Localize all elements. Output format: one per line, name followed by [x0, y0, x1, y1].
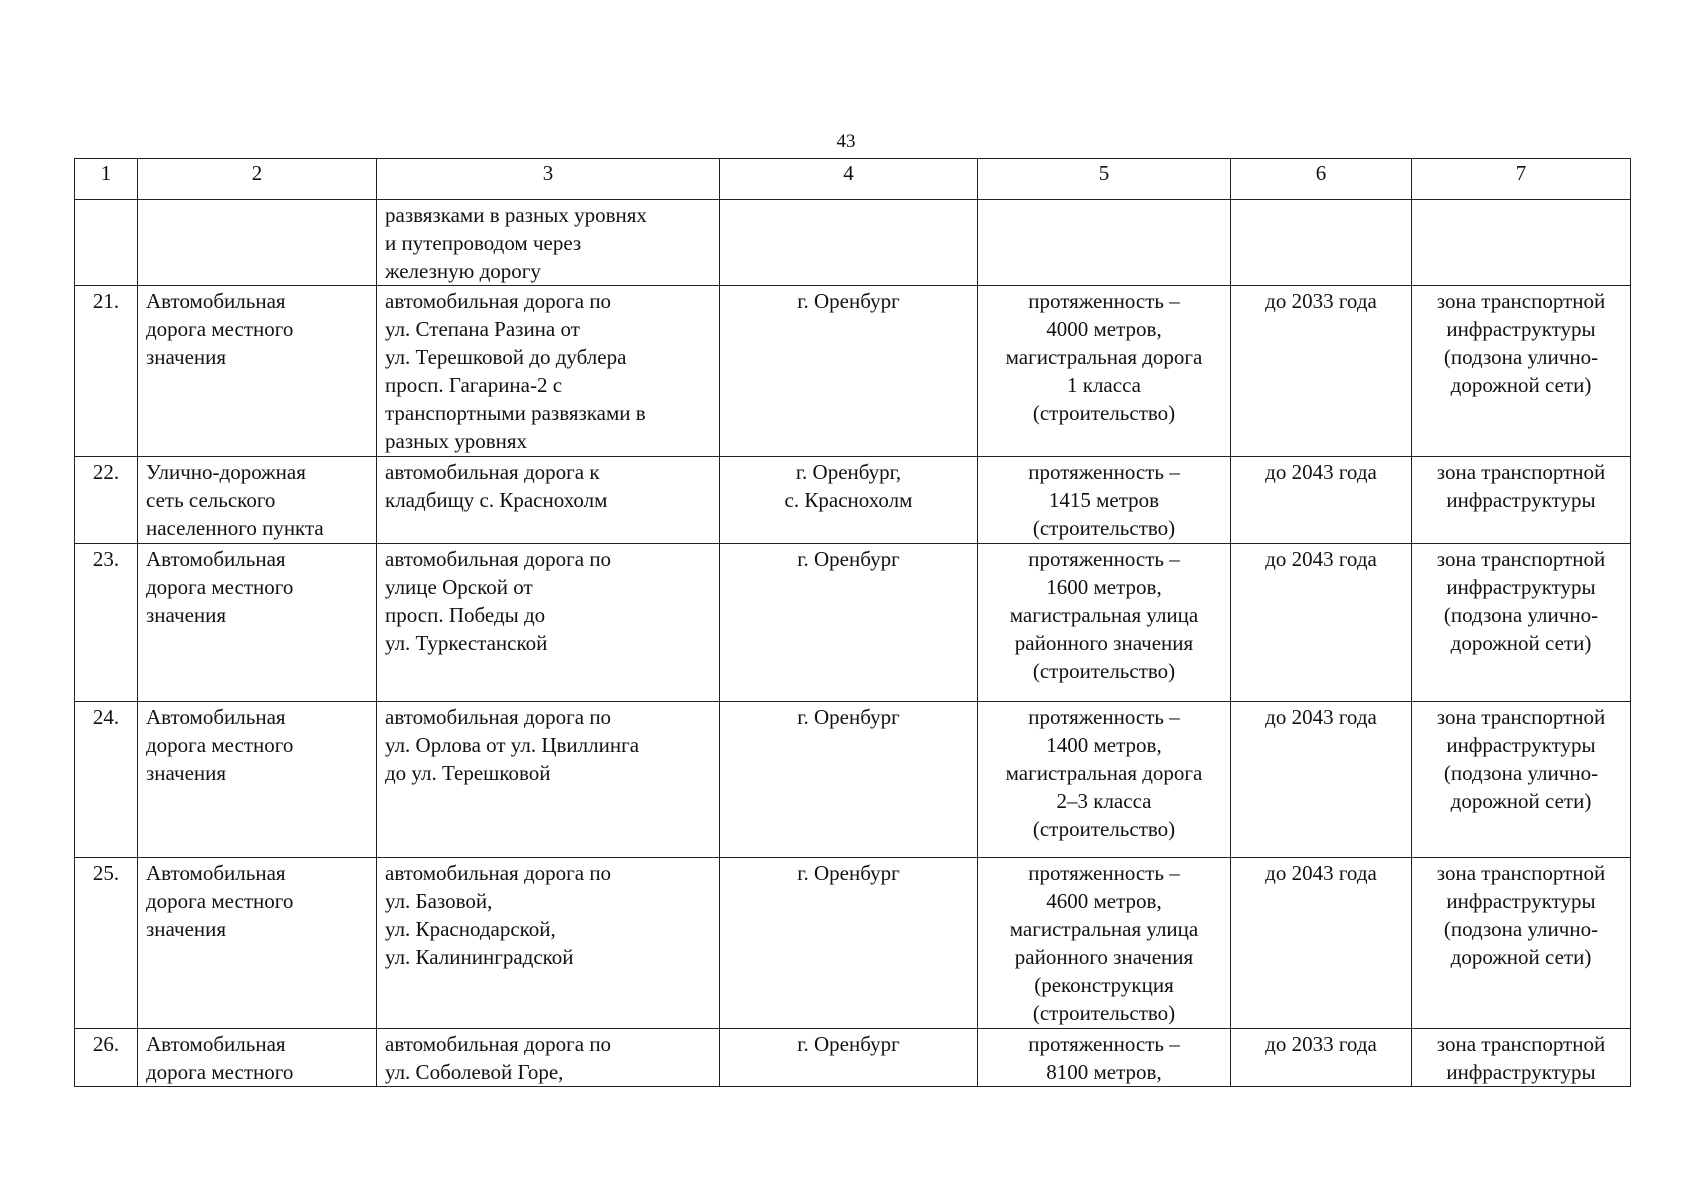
- cell-text-line: Автомобильная: [146, 289, 286, 313]
- cell-text-line: 1400 метров,: [1046, 733, 1162, 757]
- zone-cell: [1412, 457, 1631, 544]
- cell-text-line: развязками в разных уровнях: [385, 203, 647, 227]
- page-number: 43: [836, 131, 856, 152]
- cell-text-line: г. Оренбург: [797, 861, 900, 885]
- zone-cell: [1412, 702, 1631, 858]
- cell-text-line: магистральная улица: [1009, 603, 1199, 627]
- cell-text-line: автомобильная дорога по: [385, 1032, 612, 1056]
- cell-text-line: до 2033 года: [1265, 1032, 1377, 1056]
- location-cell: [720, 200, 978, 286]
- cell-text-line: инфраструктуры: [1446, 488, 1596, 512]
- cell-text-line: (строительство): [1032, 401, 1176, 425]
- header-cell: 3: [377, 159, 720, 200]
- cell-text-line: значения: [146, 345, 227, 369]
- zone-cell: [1412, 858, 1631, 1029]
- cell-text-line: Автомобильная: [146, 861, 286, 885]
- cell-text-line: г. Оренбург,: [795, 460, 902, 484]
- cell-text-line: зона транспортной: [1436, 289, 1606, 313]
- cell-text-line: районного значения: [1014, 631, 1194, 655]
- cell-text-line: протяженность –: [1028, 705, 1180, 729]
- cell-text-line: дорога местного: [146, 889, 294, 913]
- object-name-cell: [138, 544, 377, 702]
- cell-text-line: 8100 метров,: [1046, 1060, 1162, 1084]
- cell-text-line: 2–3 класса: [1056, 789, 1152, 813]
- cell-text-line: (подзона улично-: [1443, 345, 1599, 369]
- cell-text-line: кладбищу с. Краснохолм: [385, 488, 608, 512]
- cell-text-line: до 2043 года: [1265, 705, 1377, 729]
- header-cell: 2: [138, 159, 377, 200]
- row-number-cell: 25.: [75, 858, 138, 1029]
- cell-text-line: ул. Краснодарской,: [385, 917, 556, 941]
- cell-text-line: г. Оренбург: [797, 289, 900, 313]
- cell-text-line: г. Оренбург: [797, 1032, 900, 1056]
- cell-text-line: дорога местного: [146, 1060, 294, 1084]
- characteristics-cell: [978, 702, 1231, 858]
- cell-text-line: инфраструктуры: [1446, 1060, 1596, 1084]
- zone-cell: [1412, 200, 1631, 286]
- cell-text-line: до 2043 года: [1265, 460, 1377, 484]
- cell-text-line: инфраструктуры: [1446, 317, 1596, 341]
- cell-text-line: 1 класса: [1067, 373, 1141, 397]
- cell-text-line: инфраструктуры: [1446, 733, 1596, 757]
- cell-text-line: до 2033 года: [1265, 289, 1377, 313]
- cell-text-line: зона транспортной: [1436, 1032, 1606, 1056]
- cell-text-line: протяженность –: [1028, 289, 1180, 313]
- object-description-cell: [377, 544, 720, 702]
- cell-text-line: ул. Орлова от ул. Цвиллинга: [385, 733, 640, 757]
- characteristics-cell: [978, 200, 1231, 286]
- cell-text-line: автомобильная дорога по: [385, 861, 612, 885]
- header-cell: 1: [75, 159, 138, 200]
- cell-text-line: транспортными развязками в: [385, 401, 646, 425]
- table-header-row: [75, 159, 1631, 200]
- cell-text-line: (строительство): [1032, 1001, 1176, 1025]
- term-cell: [1231, 858, 1412, 1029]
- zone-cell: [1412, 1029, 1631, 1087]
- cell-text-line: автомобильная дорога к: [385, 460, 600, 484]
- object-name-cell: [138, 1029, 377, 1087]
- cell-text-line: г. Оренбург: [797, 547, 900, 571]
- table-row: [75, 1029, 1631, 1087]
- cell-text-line: дорога местного: [146, 317, 294, 341]
- table-row: [75, 286, 1631, 457]
- object-description-cell: [377, 286, 720, 457]
- cell-text-line: с. Краснохолм: [784, 488, 913, 512]
- cell-text-line: значения: [146, 603, 227, 627]
- cell-text-line: просп. Победы до: [385, 603, 546, 627]
- term-cell: [1231, 702, 1412, 858]
- term-cell: [1231, 200, 1412, 286]
- cell-text-line: магистральная дорога: [1005, 761, 1203, 785]
- row-number-cell: 23.: [75, 544, 138, 702]
- zone-cell: [1412, 544, 1631, 702]
- cell-text-line: (строительство): [1032, 817, 1176, 841]
- location-cell: [720, 702, 978, 858]
- cell-text-line: дорожной сети): [1450, 945, 1592, 969]
- cell-text-line: магистральная улица: [1009, 917, 1199, 941]
- object-name-cell: [138, 858, 377, 1029]
- table-row: [75, 544, 1631, 702]
- cell-text-line: (подзона улично-: [1443, 761, 1599, 785]
- row-number-cell: [75, 200, 138, 286]
- location-cell: [720, 457, 978, 544]
- cell-text-line: (строительство): [1032, 516, 1176, 540]
- table-row: [75, 702, 1631, 858]
- cell-text-line: дорожной сети): [1450, 631, 1592, 655]
- cell-text-line: дорожной сети): [1450, 789, 1592, 813]
- cell-text-line: ул. Базовой,: [385, 889, 493, 913]
- cell-text-line: Автомобильная: [146, 547, 286, 571]
- cell-text-line: железную дорогу: [385, 259, 541, 283]
- location-cell: [720, 858, 978, 1029]
- cell-text-line: 1415 метров: [1048, 488, 1160, 512]
- characteristics-cell: [978, 457, 1231, 544]
- cell-text-line: дорога местного: [146, 575, 294, 599]
- cell-text-line: Автомобильная: [146, 1032, 286, 1056]
- cell-text-line: протяженность –: [1028, 1032, 1180, 1056]
- row-number-cell: 21.: [75, 286, 138, 457]
- header-cell: 4: [720, 159, 978, 200]
- cell-text-line: ул. Соболевой Горе,: [385, 1060, 564, 1084]
- cell-text-line: протяженность –: [1028, 861, 1180, 885]
- cell-text-line: разных уровнях: [385, 429, 528, 453]
- cell-text-line: автомобильная дорога по: [385, 547, 612, 571]
- object-description-cell: [377, 457, 720, 544]
- object-name-cell: [138, 286, 377, 457]
- cell-text-line: магистральная дорога: [1005, 345, 1203, 369]
- cell-text-line: (подзона улично-: [1443, 917, 1599, 941]
- cell-text-line: Автомобильная: [146, 705, 286, 729]
- characteristics-cell: [978, 544, 1231, 702]
- cell-text-line: г. Оренбург: [797, 705, 900, 729]
- cell-text-line: и путепроводом через: [385, 231, 582, 255]
- cell-text-line: (подзона улично-: [1443, 603, 1599, 627]
- cell-text-line: дорога местного: [146, 733, 294, 757]
- object-description-cell: [377, 200, 720, 286]
- term-cell: [1231, 457, 1412, 544]
- cell-text-line: автомобильная дорога по: [385, 705, 612, 729]
- cell-text-line: сеть сельского: [146, 488, 276, 512]
- cell-text-line: до 2043 года: [1265, 547, 1377, 571]
- cell-text-line: улице Орской от: [385, 575, 533, 599]
- cell-text-line: 4600 метров,: [1046, 889, 1162, 913]
- object-name-cell: [138, 457, 377, 544]
- object-name-cell: [138, 702, 377, 858]
- cell-text-line: инфраструктуры: [1446, 889, 1596, 913]
- zone-cell: [1412, 286, 1631, 457]
- term-cell: [1231, 286, 1412, 457]
- cell-text-line: 1600 метров,: [1046, 575, 1162, 599]
- cell-text-line: до ул. Терешковой: [385, 761, 551, 785]
- cell-text-line: значения: [146, 917, 227, 941]
- object-description-cell: [377, 702, 720, 858]
- cell-text-line: автомобильная дорога по: [385, 289, 612, 313]
- cell-text-line: дорожной сети): [1450, 373, 1592, 397]
- location-cell: [720, 1029, 978, 1087]
- table-row: [75, 457, 1631, 544]
- table-row: [75, 200, 1631, 286]
- cell-text-line: ул. Степана Разина от: [385, 317, 580, 341]
- characteristics-cell: [978, 858, 1231, 1029]
- document-table: [74, 158, 1631, 1087]
- characteristics-cell: [978, 286, 1231, 457]
- cell-text-line: протяженность –: [1028, 547, 1180, 571]
- cell-text-line: зона транспортной: [1436, 547, 1606, 571]
- cell-text-line: (строительство): [1032, 659, 1176, 683]
- cell-text-line: ул. Терешковой до дублера: [385, 345, 627, 369]
- cell-text-line: (реконструкция: [1034, 973, 1174, 997]
- cell-text-line: значения: [146, 761, 227, 785]
- cell-text-line: Улично-дорожная: [146, 460, 306, 484]
- object-description-cell: [377, 1029, 720, 1087]
- cell-text-line: просп. Гагарина-2 с: [385, 373, 563, 397]
- cell-text-line: зона транспортной: [1436, 705, 1606, 729]
- header-cell: 6: [1231, 159, 1412, 200]
- characteristics-cell: [978, 1029, 1231, 1087]
- table-row: [75, 858, 1631, 1029]
- object-description-cell: [377, 858, 720, 1029]
- header-cell: 7: [1412, 159, 1631, 200]
- cell-text-line: зона транспортной: [1436, 460, 1606, 484]
- term-cell: [1231, 1029, 1412, 1087]
- cell-text-line: инфраструктуры: [1446, 575, 1596, 599]
- cell-text-line: до 2043 года: [1265, 861, 1377, 885]
- term-cell: [1231, 544, 1412, 702]
- row-number-cell: 26.: [75, 1029, 138, 1087]
- cell-text-line: районного значения: [1014, 945, 1194, 969]
- cell-text-line: ул. Туркестанской: [385, 631, 548, 655]
- location-cell: [720, 286, 978, 457]
- row-number-cell: 22.: [75, 457, 138, 544]
- cell-text-line: 4000 метров,: [1046, 317, 1162, 341]
- cell-text-line: населенного пункта: [146, 516, 324, 540]
- cell-text-line: зона транспортной: [1436, 861, 1606, 885]
- cell-text-line: протяженность –: [1028, 460, 1180, 484]
- row-number-cell: 24.: [75, 702, 138, 858]
- header-cell: 5: [978, 159, 1231, 200]
- object-name-cell: [138, 200, 377, 286]
- location-cell: [720, 544, 978, 702]
- cell-text-line: ул. Калининградской: [385, 945, 574, 969]
